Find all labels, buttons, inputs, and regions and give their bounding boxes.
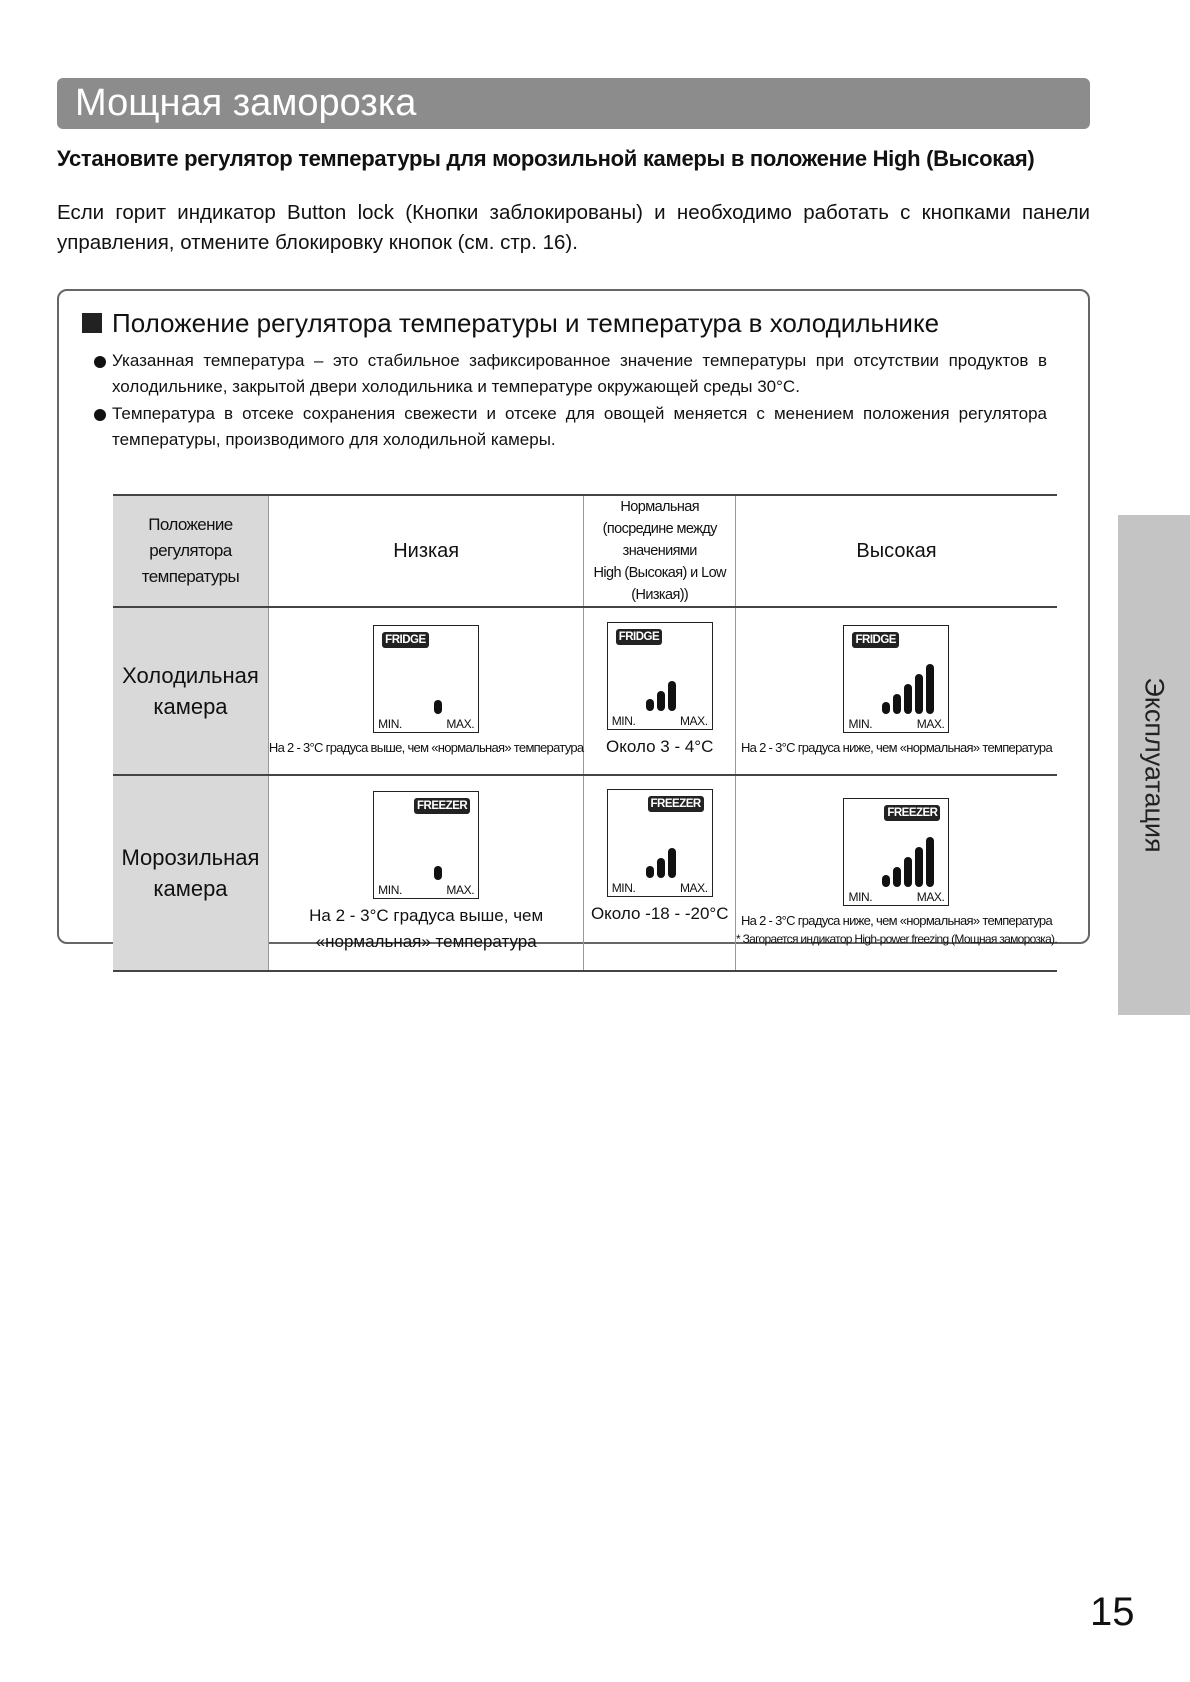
header-line: температуры [141,567,240,586]
row-label-line: камера [153,876,228,901]
min-label: MIN. [848,890,873,904]
title-bar [57,78,1090,129]
freezer-low-caption [269,903,584,955]
freezer-normal-caption: Около -18 - -20°C [590,904,729,923]
freezer-display [607,789,713,897]
level-bar [915,847,923,887]
header-line: Положение регулятора [148,515,233,560]
bullet-text: Температура в отсеке сохранения свежести и отсеке для овощей меняется с менением положения регулятора температуры, производимого для холодильной камеры. [112,404,1047,449]
fridge-high-caption: На 2 - 3°C градуса ниже, чем «нормальная» температура [740,740,1052,755]
bullet-item [112,401,1047,453]
row-label-line: Холодильная [122,663,259,688]
freezer-display [373,791,479,899]
fridge-low-caption: На 2 - 3°C градуса выше, чем «нормальная» температура [268,740,584,755]
fridge-badge: FRIDGE [616,629,662,645]
box-title-text: Положение регулятора температуры и температура в холодильнике [112,308,940,338]
row-label-line: камера [153,694,228,719]
temperature-table [113,494,1057,972]
cell-freezer-normal [584,775,736,971]
level-bar [657,858,665,878]
level-bar [668,681,676,711]
header-control-position [113,495,268,607]
fridge-display [373,625,479,733]
table-row-fridge [113,607,1057,775]
bullet-item [112,348,1047,400]
level-bar [904,684,912,714]
row-label-fridge [113,607,268,775]
table-row-freezer [113,775,1057,971]
subheading: Установите регулятор температуры для морозильной камеры в положение High (Высокая) [57,146,1035,171]
cell-freezer-high [735,775,1057,971]
level-bar [434,700,442,714]
header-line: High (Высокая) и Low (Низкая)) [593,565,726,603]
min-label: MIN. [611,714,636,728]
fridge-normal-caption: Около 3 - 4°C [606,737,714,756]
square-bullet-icon [82,313,102,333]
level-bar [904,857,912,887]
header-normal [584,495,736,607]
level-bars [878,827,938,887]
intro-paragraph: Если горит индикатор Button lock (Кнопки заблокированы) и необходимо работать с кнопками панели управления, отмените блокировку кнопок (см. стр. 16). [57,201,1090,254]
page-title: Мощная заморозка [75,82,417,124]
max-label: MAX. [679,881,708,895]
min-label: MIN. [611,881,636,895]
level-bars [642,651,702,711]
level-bar [882,702,890,714]
max-label: MAX. [916,717,945,731]
fridge-badge: FRIDGE [852,632,898,648]
freezer-badge: FREEZER [648,796,704,812]
caption-line: На 2 - 3°C градуса выше, чем [309,906,544,925]
level-bar [926,664,934,714]
cell-freezer-low [268,775,584,971]
caption-line: «нормальная» температура [315,932,537,951]
header-high: Высокая [735,495,1057,607]
cell-fridge-normal [584,607,736,775]
min-label: MIN. [378,717,402,731]
max-label: MAX. [446,717,475,731]
box-title [82,308,939,339]
caption-line: * Загорается индикатор High-power freezing (Мощная заморозка). [735,932,1057,946]
max-label: MAX. [679,714,708,728]
level-bar [915,674,923,714]
header-line: Нормальная (посредине между значениями [602,499,717,559]
side-tab [1118,515,1190,1015]
table-header-row [113,495,1057,607]
caption-line: На 2 - 3°C градуса ниже, чем «нормальная» температура [740,913,1052,928]
cell-fridge-low [268,607,584,775]
bullet-dot-icon [94,409,106,421]
freezer-display [843,798,949,906]
row-label-freezer [113,775,268,971]
level-bar [646,866,654,878]
level-bar [893,867,901,887]
min-label: MIN. [378,883,402,897]
freezer-badge: FREEZER [414,798,470,814]
bullet-dot-icon [94,356,106,368]
min-label: MIN. [848,717,873,731]
max-label: MAX. [446,883,475,897]
header-low: Низкая [268,495,584,607]
fridge-display [607,622,713,730]
bullet-list [112,348,1047,454]
level-bars [408,820,468,880]
level-bar [926,837,934,887]
row-label-line: Морозильная [121,845,260,870]
level-bars [878,654,938,714]
level-bar [893,694,901,714]
level-bars [408,654,468,714]
max-label: MAX. [916,890,945,904]
level-bar [882,875,890,887]
fridge-badge: FRIDGE [382,632,428,648]
level-bar [657,691,665,711]
level-bar [668,848,676,878]
cell-fridge-high [735,607,1057,775]
freezer-badge: FREEZER [884,805,940,821]
level-bar [434,866,442,880]
level-bars [642,818,702,878]
bullet-text: Указанная температура – это стабильное зафиксированное значение температуры при отсутствии продуктов в холодильнике, закрытой двери холодильника и температуре окружающей среды 30°C. [112,351,1047,396]
freezer-high-caption [736,912,1057,948]
side-tab-label: Эксплуатация [1139,677,1170,853]
fridge-display [843,625,949,733]
page-number: 15 [1090,1590,1135,1634]
level-bar [646,699,654,711]
